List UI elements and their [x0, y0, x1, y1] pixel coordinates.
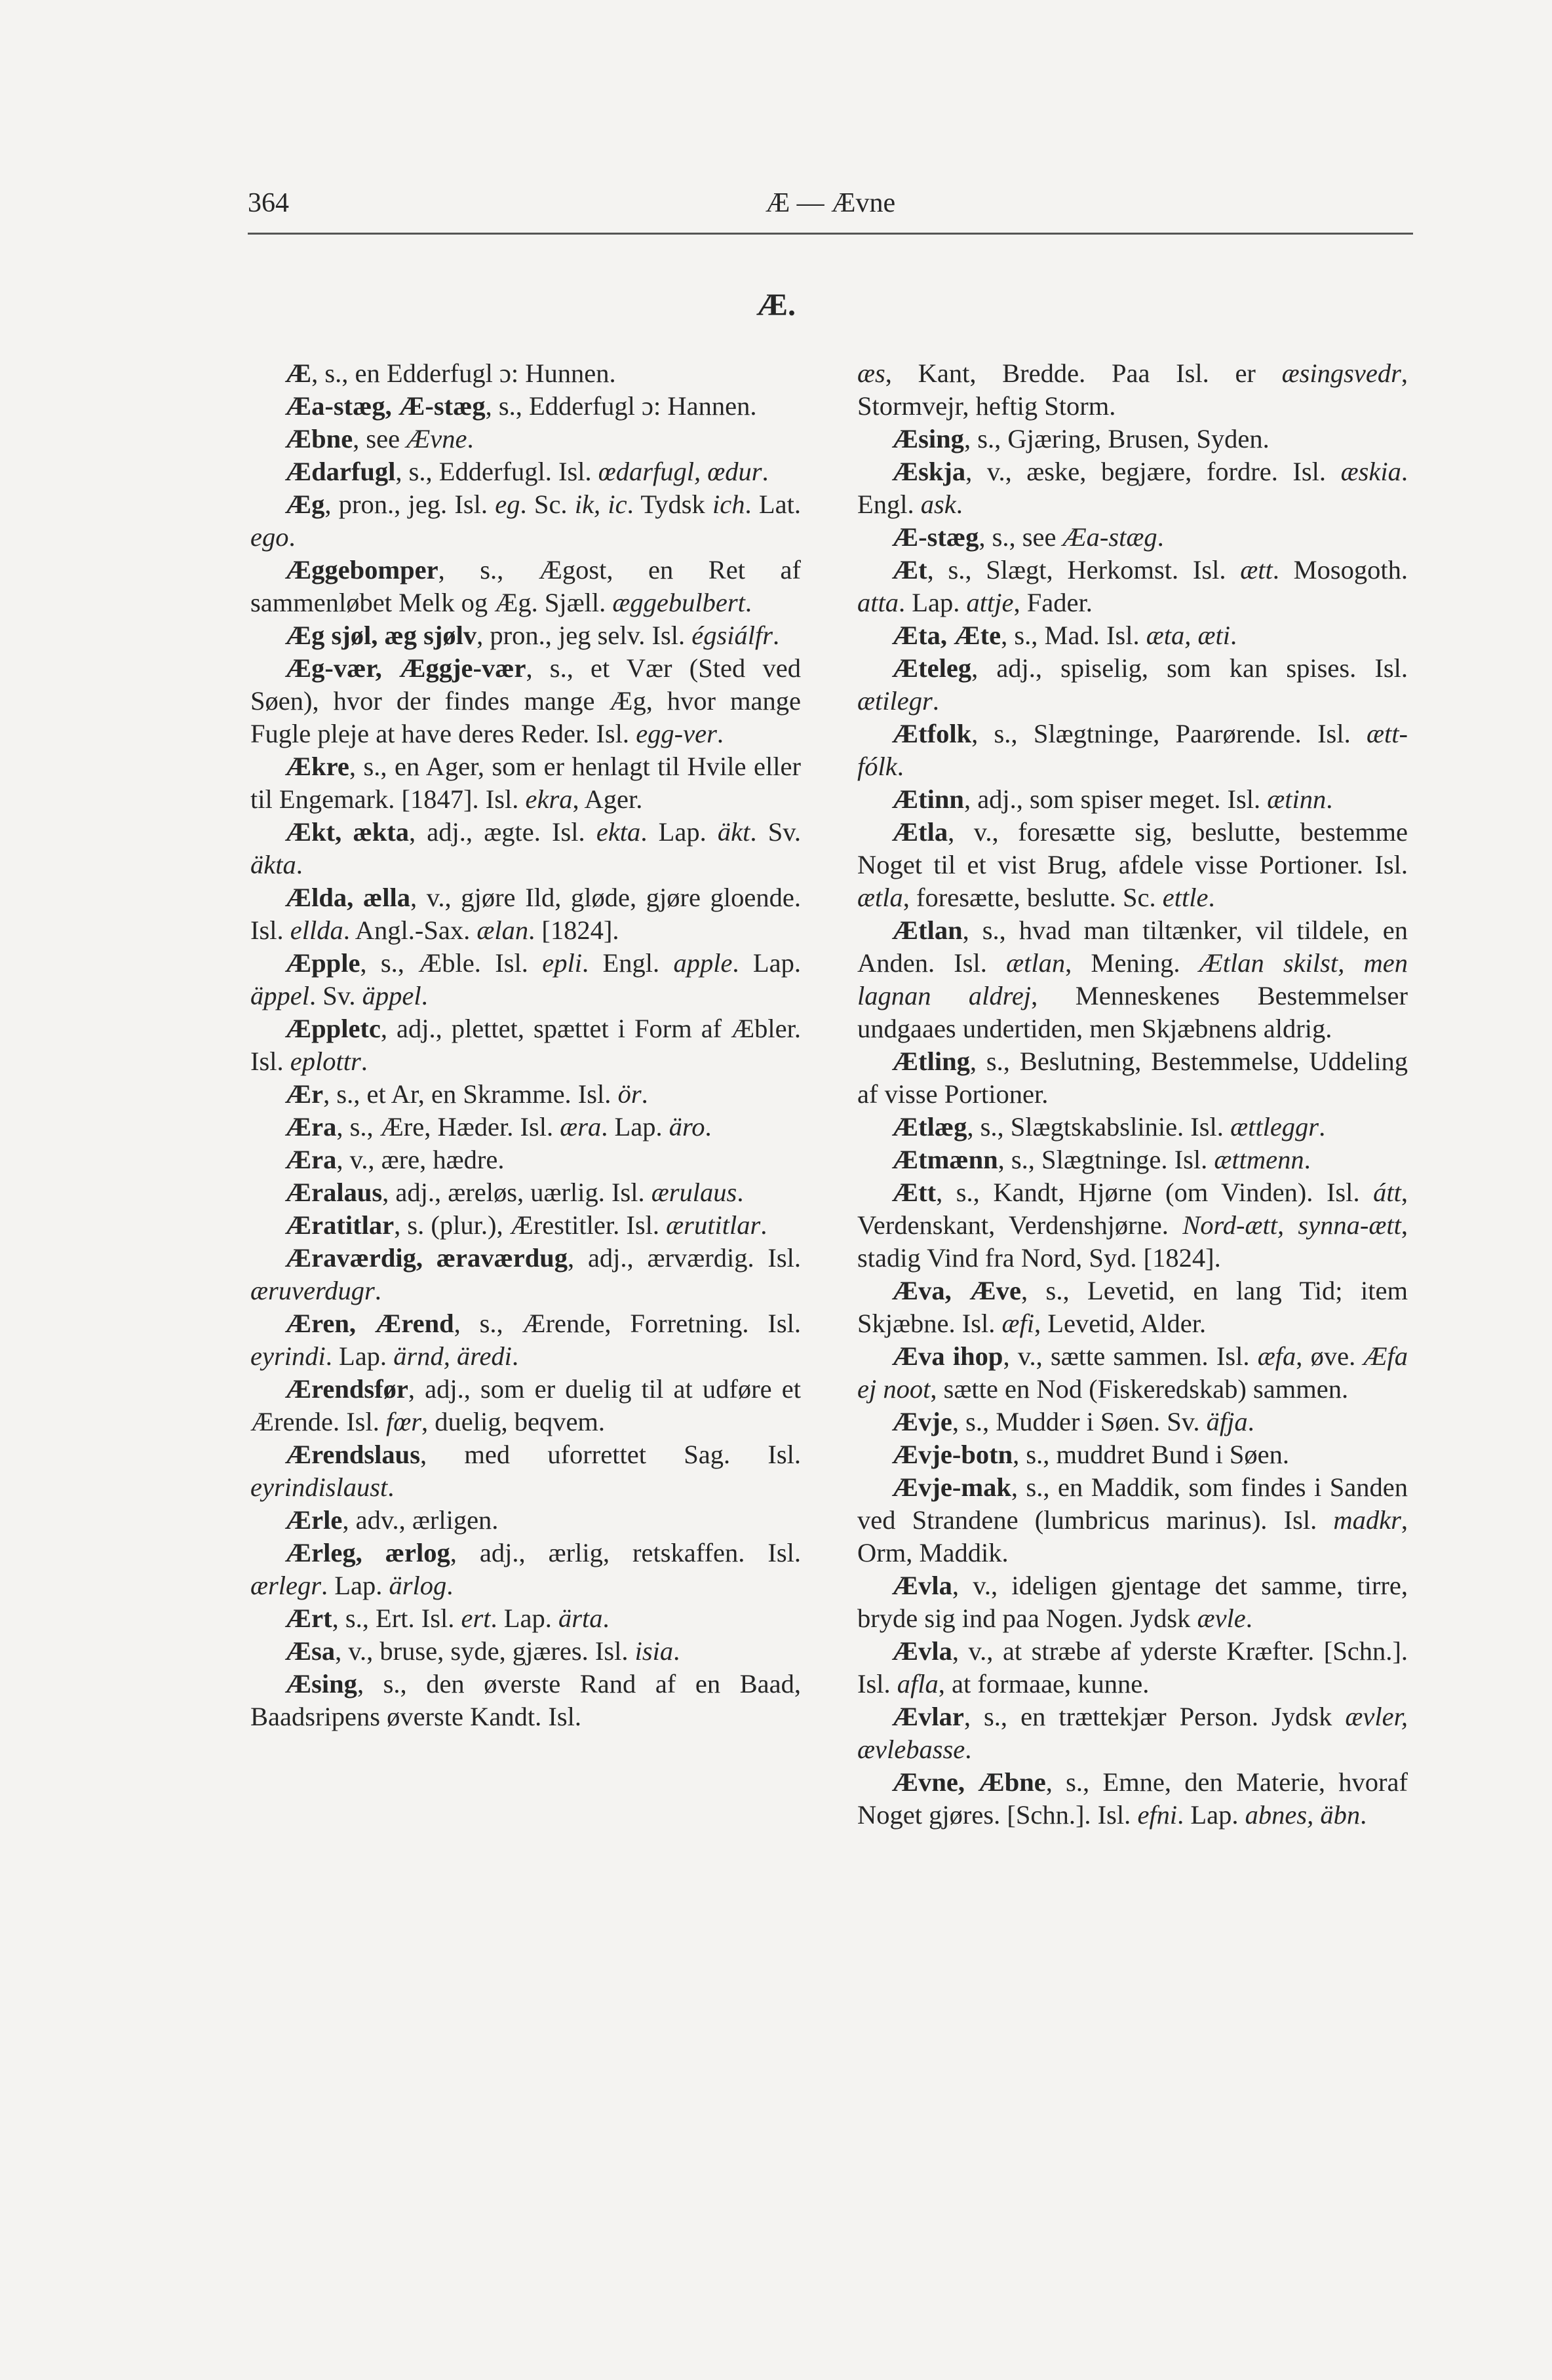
entry-text: . [511, 1341, 519, 1371]
entry-headword: Æg sjøl, æg sjølv [284, 621, 477, 650]
entry-etymon: äppel [362, 981, 421, 1010]
dictionary-entry [250, 357, 801, 390]
entry-etymon: eplottr [290, 1046, 361, 1076]
entry-text: , s., Mudder i Søen. Sv. [952, 1407, 1207, 1436]
entry-etymon: äro [669, 1112, 705, 1142]
entry-text: . [1157, 522, 1164, 552]
entry-text: , s., Ære, Hæder. Isl. [336, 1112, 560, 1142]
entry-headword: Æsing [891, 424, 964, 453]
entry-etymon: eg [495, 489, 520, 519]
entry-etymon: atta [857, 588, 899, 617]
entry-text: . Angl.-Sax. [343, 915, 477, 945]
entry-headword: Æppletc [284, 1014, 381, 1043]
entry-text: , s., Mad. Isl. [1001, 621, 1146, 650]
entry-etymon: æfi [1001, 1309, 1035, 1338]
dictionary-entry [857, 1569, 1408, 1635]
entry-text: . [716, 719, 724, 748]
dictionary-entry [857, 783, 1408, 816]
entry-text: . Engl. [857, 457, 1408, 519]
entry-headword: Æskja [891, 457, 966, 486]
dictionary-entry [250, 881, 801, 947]
entry-text: . [932, 686, 939, 716]
entry-headword: Æra [284, 1145, 337, 1174]
dictionary-entry [857, 1275, 1408, 1340]
entry-text: , duelig, beqvem. [421, 1407, 606, 1436]
dictionary-entry [250, 1078, 801, 1111]
entry-headword: Ævla [891, 1571, 952, 1600]
entry-text: , s., Slægtninge, Paarørende. Isl. [971, 719, 1367, 748]
entry-text: , pron., jeg. Isl. [324, 489, 495, 519]
entry-etymon: ekta [596, 817, 641, 847]
entry-text: , see [353, 424, 407, 453]
entry-text: . [965, 1735, 972, 1764]
dictionary-entry [857, 1143, 1408, 1176]
entry-text: . [288, 522, 296, 552]
entry-text: . Sv. [750, 817, 801, 847]
entry-text: . [1304, 1145, 1311, 1174]
entry-text: , adv., ærligen. [342, 1505, 499, 1535]
entry-headword: Æralaus [284, 1178, 383, 1207]
entry-etymon: äppel [250, 981, 309, 1010]
dictionary-entry [857, 1700, 1408, 1766]
entry-text: , Ager. [572, 784, 643, 814]
dictionary-entry [857, 914, 1408, 1045]
dictionary-entry [857, 1635, 1408, 1700]
entry-etymon: abnes, äbn [1245, 1800, 1361, 1830]
entry-etymon: ævle [1197, 1603, 1246, 1633]
entry-text: , s., et Ar, en Skramme. Isl. [323, 1079, 618, 1109]
dictionary-entry [857, 1766, 1408, 1832]
entry-etymon: Nord-ætt, synna-ætt [1182, 1210, 1401, 1240]
entry-text: , s., Slægt, Herkomst. Isl. [927, 555, 1241, 585]
entry-text: . [467, 424, 474, 453]
dictionary-entry [250, 947, 801, 1012]
entry-text: . Lap. [899, 588, 967, 617]
dictionary-entry [857, 1045, 1408, 1111]
entry-etymon: ert [461, 1603, 491, 1633]
entry-etymon: ask [920, 489, 956, 519]
entry-text: , Mening. [1065, 948, 1199, 978]
dictionary-entry [250, 1176, 801, 1209]
entry-headword: Ærendslaus [284, 1440, 420, 1469]
entry-text: , s. (plur.), Ærestitler. Isl. [394, 1210, 667, 1240]
entry-headword: Æsing [284, 1669, 357, 1699]
entry-text: . Engl. [581, 948, 674, 978]
entry-text: , s., Levetid, en lang Tid; item Skjæbne. Isl. [857, 1276, 1408, 1338]
entry-etymon: ættmenn [1214, 1145, 1304, 1174]
dictionary-entry [250, 1242, 801, 1307]
entry-etymon: ekra [525, 784, 573, 814]
entry-headword: Æg-vær, Æggje-vær [284, 653, 526, 683]
entry-etymon: äkt [717, 817, 750, 847]
entry-text: , s., Slægtninge. Isl. [998, 1145, 1214, 1174]
entry-headword: Æpple [284, 948, 360, 978]
entry-headword: Ær [284, 1079, 324, 1109]
entry-etymon: æskia [1340, 457, 1401, 486]
entry-etymon: ættleggr [1230, 1112, 1319, 1142]
entry-etymon: átt [1373, 1178, 1401, 1207]
entry-text: , s., Ægost, en Ret af sammenløbet Melk og Æg. Sjæll. [250, 555, 801, 617]
dictionary-entry [857, 455, 1408, 521]
dictionary-entry [250, 1668, 801, 1733]
section-letter: Æ. [756, 288, 796, 322]
right-column [857, 357, 1408, 1832]
entry-text: , s., en Ager, som er henlagt til Hvile eller til Engemark. [1847]. Isl. [250, 752, 801, 814]
entry-text: . [1824]. [528, 915, 619, 945]
entry-headword: Ævje-botn [891, 1440, 1013, 1469]
entry-text: . Mosogoth. [1272, 555, 1408, 585]
entry-text: , s., Edderfugl ɔ: Hannen. [485, 391, 757, 421]
entry-text: . [387, 1472, 395, 1502]
entry-headword: Ævla [891, 1636, 952, 1666]
entry-etymon: ætinn [1267, 784, 1327, 814]
entry-etymon: ævler, ævlebasse [857, 1702, 1408, 1764]
entry-text: . Lap. [325, 1341, 394, 1371]
entry-text: , v., ære, hædre. [336, 1145, 505, 1174]
entry-text: . [762, 457, 769, 486]
entry-etymon: ich [712, 489, 745, 519]
entry-text: , s., muddret Bund i Søen. [1013, 1440, 1290, 1469]
entry-etymon: ærutitlar [666, 1210, 761, 1240]
entry-text: . Lap. [1177, 1800, 1245, 1830]
entry-etymon: égsiálfr [691, 621, 773, 650]
entry-text: , v., at stræbe af yderste Kræfter. [Schn.]. Isl. [857, 1636, 1408, 1699]
entry-text: . Lap. [640, 817, 718, 847]
entry-text: . [745, 588, 752, 617]
entry-etymon: Ævne [406, 424, 467, 453]
entry-text: , adj., ærlig, retskaffen. Isl. [450, 1538, 801, 1567]
entry-headword: Ætfolk [891, 719, 972, 748]
entry-text: , Fader. [1013, 588, 1093, 617]
entry-headword: Æratitlar [284, 1210, 395, 1240]
entry-etymon: äkta [250, 850, 296, 879]
entry-text: , Kant, Bredde. Paa Isl. er [885, 358, 1282, 388]
entry-headword: Æraværdig, æraværdug [284, 1243, 568, 1273]
dictionary-entry [250, 1635, 801, 1668]
entry-text: . Lap. [601, 1112, 669, 1142]
entry-etymon: æsingsvedr [1281, 358, 1401, 388]
entry-text: , foresætte, beslutte. Sc. [902, 883, 1163, 912]
entry-etymon: ærulaus [651, 1178, 737, 1207]
entry-text: , adj., æreløs, uærlig. Isl. [382, 1178, 651, 1207]
entry-etymon: ärlog [389, 1571, 447, 1600]
dictionary-entry [250, 1307, 801, 1373]
page-header [248, 185, 1413, 224]
entry-etymon: ärnd, äredi [393, 1341, 512, 1371]
dictionary-entry [250, 652, 801, 750]
entry-text: . Sv. [309, 981, 362, 1010]
entry-text: , Orm, Maddik. [857, 1505, 1408, 1567]
entry-etymon: æta, æti [1146, 621, 1231, 650]
entry-text: . [1208, 883, 1215, 912]
entry-headword: Ærle [284, 1505, 343, 1535]
entry-headword: Ærendsfør [284, 1374, 408, 1404]
dictionary-entry [250, 1373, 801, 1438]
entry-text: , s., Slægtskabslinie. Isl. [967, 1112, 1231, 1142]
entry-etymon: ætilegr [857, 686, 933, 716]
entry-etymon: æs [857, 358, 885, 388]
dictionary-entry [857, 718, 1408, 783]
entry-text: . [760, 1210, 767, 1240]
dictionary-entry [857, 652, 1408, 718]
page-number: 364 [248, 188, 289, 218]
entry-headword: Æa-stæg, Æ-stæg [284, 391, 486, 421]
entry-headword: Ætlæg [891, 1112, 967, 1142]
entry-text: . [772, 621, 780, 650]
entry-etymon: æfa [1257, 1341, 1296, 1371]
entry-etymon: ætt-fólk [857, 719, 1408, 781]
entry-text: , v., sætte sammen. Isl. [1003, 1341, 1258, 1371]
entry-etymon: ettle [1162, 883, 1209, 912]
dictionary-entry [250, 455, 801, 488]
entry-etymon: eyrindi [250, 1341, 326, 1371]
entry-text: , s., en Maddik, som findes i Sanden ved Strandene (lumbricus marinus). Isl. [857, 1472, 1408, 1535]
entry-headword: Ækre [284, 752, 349, 781]
entry-text: . [1245, 1603, 1252, 1633]
entry-text: . [737, 1178, 744, 1207]
entry-text: . Tydsk [627, 489, 713, 519]
dictionary-entry [857, 1438, 1408, 1471]
entry-headword: Æggebomper [284, 555, 438, 585]
entry-headword: Ærleg, ærlog [284, 1538, 450, 1567]
dictionary-entry [250, 390, 801, 423]
entry-text: , v., bruse, syde, gjæres. Isl. [335, 1636, 635, 1666]
entry-text: , v., æske, begjære, fordre. Isl. [965, 457, 1341, 486]
entry-etymon: isia [634, 1636, 674, 1666]
entry-text: , stadig Vind fra Nord, Syd. [1824]. [857, 1210, 1408, 1273]
entry-etymon: æra [560, 1112, 602, 1142]
dictionary-entry [250, 1012, 801, 1078]
entry-headword: Æra [284, 1112, 337, 1142]
entry-text: , s., en trættekjær Person. Jydsk [963, 1702, 1346, 1731]
dictionary-entry [857, 554, 1408, 619]
dictionary-entry [250, 1504, 801, 1537]
header-rule [248, 233, 1413, 235]
entry-text: , pron., jeg selv. Isl. [476, 621, 692, 650]
dictionary-entry [250, 1209, 801, 1242]
entry-headword: Ævje [891, 1407, 952, 1436]
entry-headword: Æva ihop [891, 1341, 1003, 1371]
entry-etymon: æruverdugr [250, 1276, 375, 1305]
entry-text: . Sc. [520, 489, 575, 519]
running-head: Æ — Ævne [765, 188, 896, 218]
entry-text: , s., see [979, 522, 1063, 552]
entry-etymon: ælan [476, 915, 529, 945]
entry-text: , adj., ærværdig. Isl. [568, 1243, 801, 1273]
entry-text: . [897, 752, 904, 781]
entry-text: , med uforrettet Sag. Isl. [419, 1440, 801, 1469]
entry-etymon: ego [250, 522, 289, 552]
entry-text: , s., Gjæring, Brusen, Syden. [963, 424, 1270, 453]
entry-etymon: Æfa ej noot [857, 1341, 1408, 1404]
entry-text: , Levetid, Alder. [1034, 1309, 1207, 1338]
entry-text: , v., foresætte sig, beslutte, bestemme Noget til et vist Brug, afdele visse Portioner. Isl. [857, 817, 1408, 879]
left-column [250, 357, 801, 1733]
entry-text: . [956, 489, 963, 519]
dictionary-entry [857, 1471, 1408, 1569]
dictionary-entry [857, 1340, 1408, 1406]
entry-text: , øve. [1296, 1341, 1364, 1371]
entry-headword: Æt [891, 555, 927, 585]
dictionary-entry [250, 488, 801, 554]
entry-etymon: Ætlan skilst, men lagnan aldrej [857, 948, 1408, 1010]
entry-headword: Æ [284, 358, 312, 388]
entry-headword: Ædarfugl [284, 457, 396, 486]
entry-headword: Ævne, Æbne [891, 1767, 1046, 1797]
entry-text: . [1247, 1407, 1254, 1436]
entry-text: . [705, 1112, 712, 1142]
entry-text: . [374, 1276, 381, 1305]
dictionary-entry [857, 619, 1408, 652]
entry-text: , v., gjøre Ild, gløde, gjøre gloende. Isl. [250, 883, 801, 945]
entry-text: , Menneskenes Bestemmelser undgaaes undertiden, men Skjæbnens aldrig. [857, 981, 1408, 1043]
entry-text: , at formaae, kunne. [938, 1669, 1150, 1699]
entry-etymon: ærlegr [250, 1571, 322, 1600]
entry-text: . Lap. [490, 1603, 558, 1633]
entry-headword: Æva, Æve [891, 1276, 1021, 1305]
dictionary-entry [857, 1111, 1408, 1143]
entry-text: , v., ideligen gjentage det samme, tirre, bryde sig ind paa Nogen. Jydsk [857, 1571, 1408, 1633]
entry-etymon: ellda [290, 915, 343, 945]
entry-etymon: äfja [1206, 1407, 1248, 1436]
entry-etymon: ætt [1240, 555, 1273, 585]
entry-headword: Æta, Æte [891, 621, 1001, 650]
entry-text: , adj., plettet, spættet i Form af Æbler. Isl. [250, 1014, 801, 1076]
dictionary-entry [250, 1537, 801, 1602]
entry-text: . [1319, 1112, 1326, 1142]
entry-headword: Ætla [891, 817, 948, 847]
entry-etymon: fœr [385, 1407, 421, 1436]
entry-etymon: ætla [857, 883, 903, 912]
dictionary-entry [250, 423, 801, 455]
entry-headword: Ært [284, 1603, 332, 1633]
entry-text: . [296, 850, 303, 879]
entry-headword: Ætlan [891, 915, 963, 945]
entry-text: , s., Ert. Isl. [332, 1603, 461, 1633]
entry-etymon: apple [673, 948, 733, 978]
entry-etymon: egg-ver [636, 719, 717, 748]
entry-etymon: attje [966, 588, 1014, 617]
dictionary-entry [250, 816, 801, 881]
entry-headword: Æg [284, 489, 325, 519]
entry-etymon: eyrindislaust [250, 1472, 388, 1502]
entry-etymon: efni [1137, 1800, 1178, 1830]
entry-text: . Lat. [745, 489, 801, 519]
dictionary-entry [250, 1438, 801, 1504]
entry-text: . Lap. [321, 1571, 389, 1600]
entry-headword: Ævlar [891, 1702, 964, 1731]
entry-text: , s., Emne, den Materie, hvoraf Noget gjøres. [Schn.]. Isl. [857, 1767, 1408, 1830]
entry-text: , s., den øverste Rand af en Baad, Baadsripens øverste Kandt. Isl. [250, 1669, 801, 1731]
entry-etymon: œdarfugl, œdur [598, 457, 762, 486]
entry-headword: Æren, Ærend [284, 1309, 454, 1338]
entry-etymon: Æa-stæg [1062, 522, 1157, 552]
entry-etymon: afla [897, 1669, 939, 1699]
entry-text: . Lap. [732, 948, 801, 978]
entry-text: , adj., som spiser meget. Isl. [963, 784, 1268, 814]
dictionary-entry [250, 1111, 801, 1143]
entry-etymon: madkr [1333, 1505, 1401, 1535]
entry-text: . [602, 1603, 610, 1633]
entry-text: . [1326, 784, 1333, 814]
dictionary-entry [250, 1143, 801, 1176]
entry-text: , adj., ægte. Isl. [408, 817, 596, 847]
entry-text: , s., Beslutning, Bestemmelse, Uddeling af visse Portioner. [857, 1046, 1408, 1109]
dictionary-entry [857, 816, 1408, 914]
entry-headword: Ætt [891, 1178, 937, 1207]
entry-headword: Æbne [284, 424, 353, 453]
entry-text: . [673, 1636, 680, 1666]
entry-text: , s., Ærende, Forretning. Isl. [454, 1309, 801, 1338]
entry-text: . [1230, 621, 1237, 650]
entry-etymon: ärta [558, 1603, 603, 1633]
entry-text: , s., Edderfugl. Isl. [395, 457, 598, 486]
entry-headword: Æ-stæg [891, 522, 979, 552]
dictionary-entry [250, 554, 801, 619]
entry-text: , s., en Edderfugl ɔ: Hunnen. [311, 358, 616, 388]
entry-text: , s., hvad man tiltænker, vil tildele, en Anden. Isl. [857, 915, 1408, 978]
dictionary-entry [250, 1602, 801, 1635]
entry-text: , sætte en Nod (Fiskeredskab) sammen. [930, 1374, 1349, 1404]
entry-headword: Æteleg [891, 653, 972, 683]
dictionary-entry [857, 1176, 1408, 1275]
entry-etymon: ör [617, 1079, 642, 1109]
entry-text: , adj., spiselig, som kan spises. Isl. [971, 653, 1408, 683]
dictionary-entry [857, 423, 1408, 455]
entry-text: , s., Æble. Isl. [360, 948, 543, 978]
entry-text: , adj., som er duelig til at udføre et Ærende. Isl. [250, 1374, 801, 1436]
entry-headword: Æsa [284, 1636, 336, 1666]
entry-text: , Stormvejr, heftig Storm. [857, 358, 1408, 421]
entry-text: . [360, 1046, 368, 1076]
entry-etymon: æggebulbert [612, 588, 745, 617]
entry-text: , s., Kandt, Hjørne (om Vinden). Isl. [936, 1178, 1374, 1207]
entry-etymon: epli [542, 948, 582, 978]
entry-headword: Ætling [891, 1046, 970, 1076]
entry-headword: Ætinn [891, 784, 964, 814]
entry-headword: Ækt, ækta [284, 817, 409, 847]
entry-text: , s., et Vær (Sted ved Søen), hvor der findes mange Æg, hvor mange Fugle pleje at have deres Reder. Isl. [250, 653, 801, 748]
dictionary-entry [857, 1406, 1408, 1438]
entry-headword: Ætmænn [891, 1145, 998, 1174]
entry-text: , Verdenskant, Verdenshjørne. [857, 1178, 1408, 1240]
entry-etymon: ætlan [1006, 948, 1066, 978]
dictionary-entry [250, 750, 801, 816]
entry-text: . [446, 1571, 454, 1600]
dictionary-entry [250, 619, 801, 652]
dictionary-entry [857, 357, 1408, 423]
dictionary-entry [857, 521, 1408, 554]
entry-text: . [421, 981, 428, 1010]
entry-headword: Ælda, ælla [284, 883, 410, 912]
entry-text: . [641, 1079, 648, 1109]
entry-text: . [1360, 1800, 1367, 1830]
entry-etymon: ik, ic [574, 489, 627, 519]
entry-headword: Ævje-mak [891, 1472, 1011, 1502]
